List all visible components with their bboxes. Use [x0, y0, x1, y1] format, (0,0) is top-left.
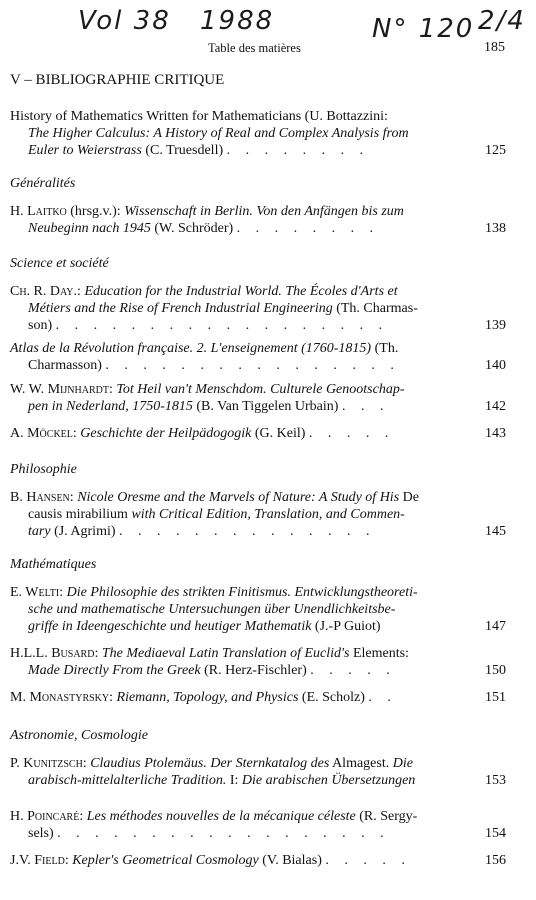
entry-text: :	[82, 756, 91, 771]
toc-entry	[10, 584, 506, 635]
entry-author: P. Kunitzsch	[10, 756, 83, 771]
entry-title: Riemann, Topology, and Physics	[116, 690, 299, 705]
entry-line	[10, 523, 478, 540]
entry-line	[10, 772, 478, 789]
entry-page: 125	[485, 143, 506, 158]
toc-entry	[10, 755, 506, 789]
entry-page: 142	[485, 399, 506, 414]
entry-line	[10, 398, 478, 415]
group-heading: Science et société	[10, 256, 109, 271]
leader-dots: . . . . . . . . . . . . . . . .	[105, 358, 400, 373]
entry-line	[10, 357, 478, 374]
entry-line	[10, 645, 478, 662]
leader-dots: . . . . .	[325, 853, 411, 868]
group-heading: Astronomie, Cosmologie	[10, 728, 148, 743]
entry-author: A. Möckel	[10, 426, 73, 441]
entry-text: :	[64, 853, 73, 868]
page-number: 185	[484, 40, 505, 55]
entry-line	[10, 662, 478, 679]
entry-line	[10, 489, 478, 506]
entry-title: Wissenschaft in Berlin. Von den Anfängen bis zum	[124, 204, 404, 219]
leader-dots: . . . . . . . . . . . . . . . . . .	[55, 318, 389, 333]
entry-title: Nicole Oresme and the Marvels of Nature: A Study of His	[77, 490, 400, 505]
entry-title: Neubeginn nach 1945	[28, 221, 151, 236]
entry-page: 151	[485, 690, 506, 705]
entry-line	[10, 808, 478, 825]
toc-entry	[10, 340, 506, 374]
entry-title: Atlas de la Révolution française. 2. L'enseignement (1760-1815)	[10, 341, 372, 356]
toc-entry	[10, 283, 506, 334]
toc-entry	[10, 645, 506, 679]
entry-reviewer: Charmasson)	[28, 358, 102, 373]
entry-title: sche und mathematische Untersuchungen über Unendlichkeitsbe-	[28, 602, 396, 617]
handwritten-fraction: 2/4	[478, 6, 526, 36]
entry-line	[10, 425, 478, 442]
entry-line	[10, 825, 478, 842]
handwritten-year: 1988	[200, 6, 275, 36]
entry-page: 153	[485, 773, 506, 788]
entry-reviewer: (J. Agrimi)	[50, 524, 116, 539]
entry-title: Tot Heil van't Menschdom. Culturele Genootschap-	[116, 382, 405, 397]
entry-title: griffe in Ideengeschichte und heutiger Mathematik	[28, 619, 312, 634]
entry-line	[10, 125, 478, 142]
entry-text: Elements:	[349, 646, 409, 661]
entry-reviewer: (E. Scholz)	[298, 690, 365, 705]
entry-author: M. Monastyrsky	[10, 690, 110, 705]
handwritten-number: N° 120	[372, 14, 475, 44]
entry-line	[10, 689, 478, 706]
entry-reviewer: sels)	[28, 826, 54, 841]
entry-page: 150	[485, 663, 506, 678]
entry-title: Kepler's Geometrical Cosmology	[72, 853, 259, 868]
entry-reviewer: (Th.	[371, 341, 399, 356]
toc-entry	[10, 808, 506, 842]
entry-line	[10, 755, 478, 772]
entry-text: Almagest.	[329, 756, 393, 771]
leader-dots: . . . . . . . .	[226, 143, 370, 158]
toc-entry	[10, 489, 506, 540]
entry-reviewer: son)	[28, 318, 53, 333]
leader-dots: . . . . . . . . . . . . . .	[119, 524, 376, 539]
toc-entry	[10, 852, 506, 869]
entry-line	[10, 203, 478, 220]
entry-title: Die Philosophie des strikten Finitismus. Entwicklungstheoreti-	[66, 585, 418, 600]
entry-line	[10, 340, 478, 357]
entry-reviewer: (R. Sergy-	[355, 809, 418, 824]
entry-line	[10, 283, 478, 300]
entry-title: Euler to Weierstrass	[28, 143, 142, 158]
entry-title: arabisch-mittelalterliche Tradition.	[28, 773, 227, 788]
toc-entry	[10, 203, 506, 237]
entry-title: tary	[28, 524, 51, 539]
entry-page: 140	[485, 358, 506, 373]
toc-entry	[10, 689, 506, 706]
entry-page: 145	[485, 524, 506, 539]
leader-dots: . . . . . . . .	[236, 221, 380, 236]
entry-page: 143	[485, 426, 506, 441]
group-heading: Mathématiques	[10, 557, 97, 572]
entry-page: 156	[485, 853, 506, 868]
entry-title: with Critical Edition, Translation, and Commen-	[127, 507, 405, 522]
entry-title: Claudius Ptolemäus. Der Sternkatalog des	[90, 756, 330, 771]
entry-title: pen in Nederland, 1750-1815	[28, 399, 193, 414]
entry-reviewer: (C. Truesdell)	[141, 143, 224, 158]
entry-reviewer: (R. Herz-Fischler)	[200, 663, 307, 678]
entry-reviewer: (V. Bialas)	[258, 853, 322, 868]
entry-author: B. Hansen	[10, 490, 70, 505]
entry-author: E. Welti	[10, 585, 60, 600]
entry-line	[10, 584, 478, 601]
entry-line	[10, 601, 478, 618]
group-heading: Généralités	[10, 176, 76, 191]
entry-reviewer: (B. Van Tiggelen Urbain)	[192, 399, 339, 414]
entry-line: History of Mathematics Written for Mathematicians (U. Bottazzini:	[10, 109, 388, 124]
entry-line	[10, 300, 478, 317]
entry-reviewer: (J.-P Guiot)	[311, 619, 381, 634]
entry-text: :	[72, 426, 81, 441]
entry-text: (hrsg.v.):	[66, 204, 125, 219]
entry-page: 139	[485, 318, 506, 333]
entry-reviewer: (Th. Charmas-	[332, 301, 418, 316]
entry-text: De	[399, 490, 419, 505]
toc-entry	[10, 381, 506, 415]
leader-dots: . . . . .	[310, 663, 396, 678]
entry-title: Métiers and the Rise of French Industrial Engineering	[28, 301, 333, 316]
leader-dots: . . . . .	[308, 426, 395, 441]
entry-text: I:	[226, 773, 242, 788]
entry-author: J.V. Field	[10, 853, 65, 868]
entry-reviewer: (W. Schröder)	[150, 221, 234, 236]
entry-title: The Higher Calculus: A History of Real and Complex Analysis from	[28, 126, 409, 141]
entry-line	[10, 381, 478, 398]
entry-line	[10, 618, 478, 635]
entry-line	[10, 142, 478, 159]
handwritten-volume: Vol 38	[78, 6, 171, 36]
entry-title: Made Directly From the Greek	[28, 663, 201, 678]
entry-text: :	[79, 809, 87, 824]
entry-line	[10, 506, 478, 523]
entry-line	[10, 220, 478, 237]
entry-text: :	[108, 382, 117, 397]
entry-author: Ch. R. Day.	[10, 284, 78, 299]
entry-text: :	[59, 585, 67, 600]
running-title: Table des matières	[208, 41, 301, 55]
leader-dots: . . . . . . . . . . . . . . . . . .	[57, 826, 390, 841]
entry-page: 147	[485, 619, 506, 634]
entry-title: Geschichte der Heilpädogogik	[80, 426, 252, 441]
entry-line	[10, 317, 478, 334]
entry-page: 154	[485, 826, 506, 841]
entry-author: H. Poincaré	[10, 809, 80, 824]
entry-title: The Mediaeval Latin Translation of Euclid's	[101, 646, 350, 661]
group-heading: Philosophie	[10, 462, 77, 477]
entry-author: H.L.L. Busard	[10, 646, 95, 661]
entry-title: Die	[392, 756, 413, 771]
entry-text: :	[77, 284, 85, 299]
toc-entry	[10, 108, 506, 159]
entry-page: 138	[485, 221, 506, 236]
entry-author: W. W. Mijnhardt	[10, 382, 109, 397]
leader-dots: . . .	[341, 399, 390, 414]
entry-title: Die arabischen Übersetzungen	[241, 773, 416, 788]
toc-entry	[10, 425, 506, 442]
entry-title: Education for the Industrial World. The Écoles d'Arts et	[84, 284, 398, 299]
entry-text: causis mirabilium	[28, 507, 128, 522]
leader-dots: . .	[368, 690, 397, 705]
entry-line	[10, 852, 478, 869]
entry-title: Les méthodes nouvelles de la mécanique céleste	[86, 809, 356, 824]
entry-text: :	[94, 646, 102, 661]
entry-text: :	[109, 690, 117, 705]
entry-author: H. Laitko	[10, 204, 67, 219]
section-title: V – BIBLIOGRAPHIE CRITIQUE	[10, 72, 225, 88]
entry-text: :	[69, 490, 78, 505]
entry-reviewer: (G. Keil)	[251, 426, 306, 441]
